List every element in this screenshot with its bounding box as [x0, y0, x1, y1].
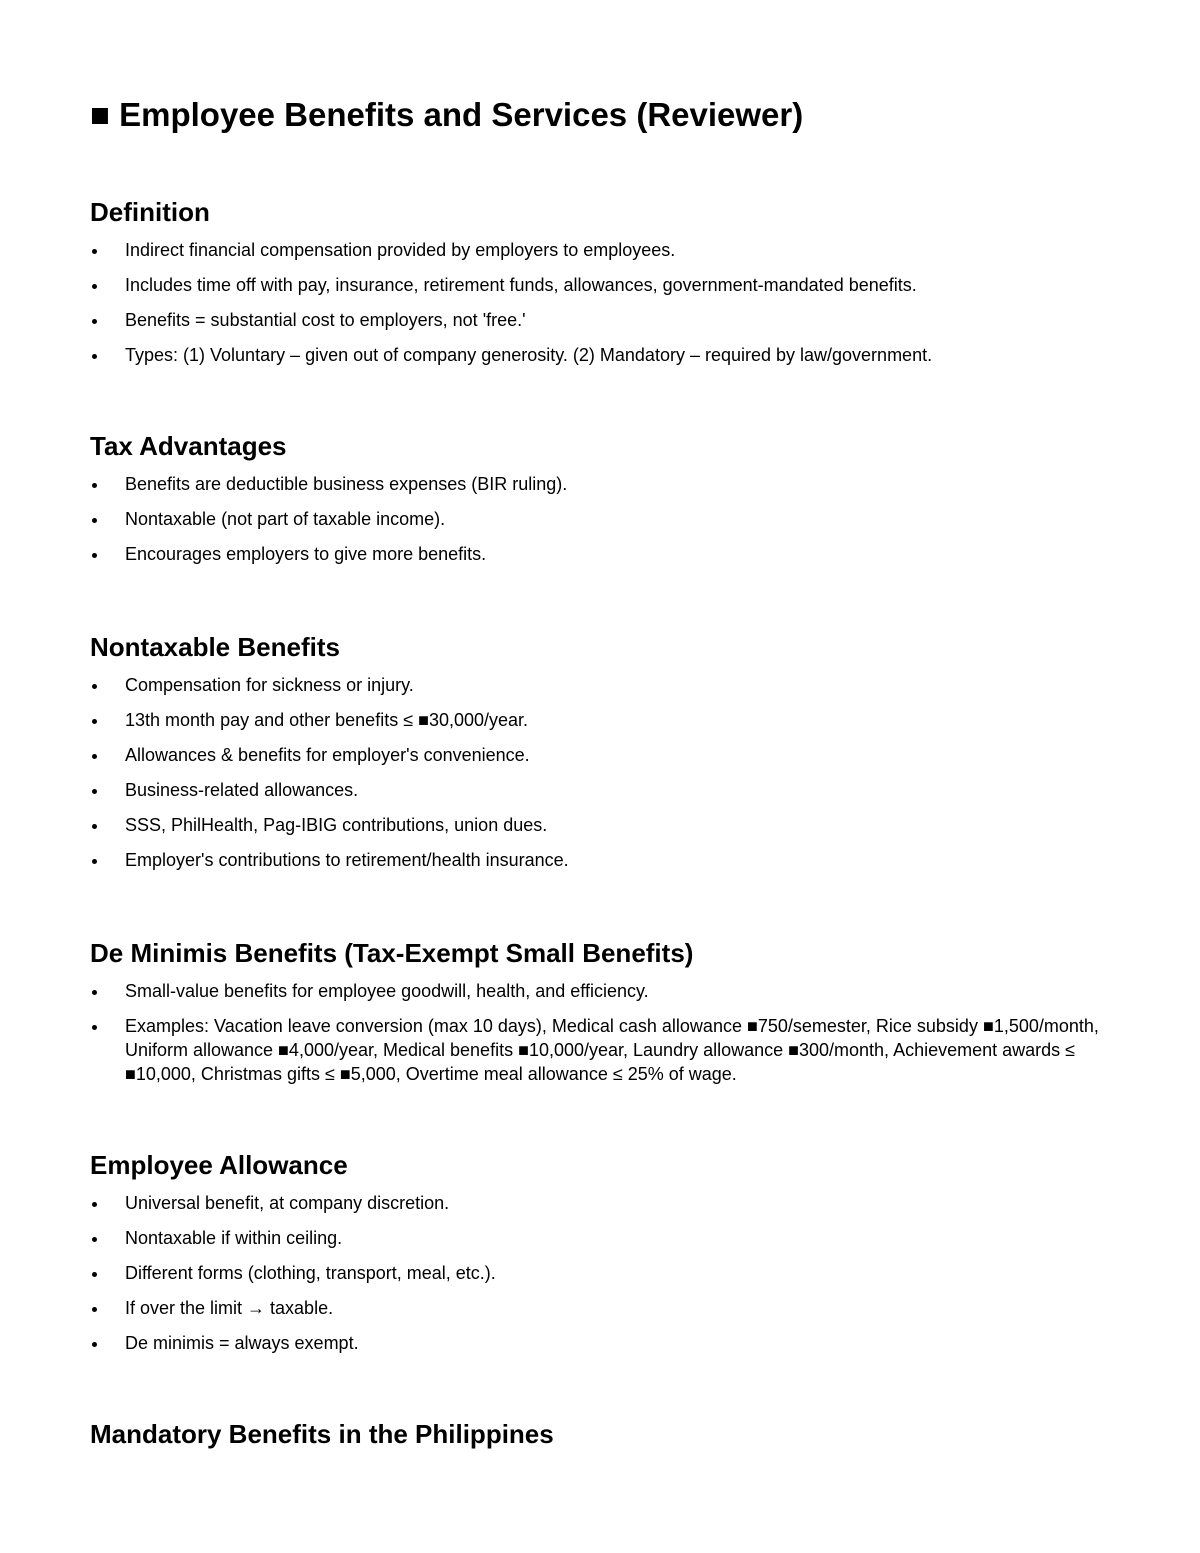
document-title-text: Employee Benefits and Services (Reviewer): [119, 96, 804, 133]
list-item: Encourages employers to give more benefits.: [90, 542, 1120, 566]
list-item: Employer's contributions to retirement/health insurance.: [90, 848, 1120, 872]
list-item: Nontaxable if within ceiling.: [90, 1226, 1120, 1250]
list-item: Compensation for sickness or injury.: [90, 673, 1120, 697]
section-tax-advantages: [90, 430, 1120, 577]
list-item: Types: (1) Voluntary – given out of company generosity. (2) Mandatory – required by law/government.: [90, 343, 1120, 367]
section-definition: [90, 196, 1120, 378]
section-heading: Nontaxable Benefits: [90, 632, 340, 662]
list-item: SSS, PhilHealth, Pag-IBIG contributions, union dues.: [90, 813, 1120, 837]
list-item: Business-related allowances.: [90, 778, 1120, 802]
list-item: De minimis = always exempt.: [90, 1331, 1120, 1355]
list-item: 13th month pay and other benefits ≤ ■30,000/year.: [90, 708, 1120, 732]
section-de-minimis-benefits: [90, 937, 1120, 1097]
list-item: Nontaxable (not part of taxable income).: [90, 507, 1120, 531]
section-heading: Definition: [90, 197, 210, 227]
bullet-list: [90, 238, 1120, 367]
list-item: Indirect financial compensation provided by employers to employees.: [90, 238, 1120, 262]
section-heading: De Minimis Benefits (Tax-Exempt Small Benefits): [90, 938, 694, 968]
list-item: Allowances & benefits for employer's convenience.: [90, 743, 1120, 767]
section-heading: Tax Advantages: [90, 431, 287, 461]
document-title: [90, 95, 803, 135]
bullet-list: [90, 1191, 1120, 1355]
list-item: Different forms (clothing, transport, meal, etc.).: [90, 1261, 1120, 1285]
section-mandatory-benefits: [90, 1418, 1120, 1450]
list-item: Universal benefit, at company discretion.: [90, 1191, 1120, 1215]
section-heading: Mandatory Benefits in the Philippines: [90, 1419, 554, 1449]
bullet-list: [90, 673, 1120, 872]
list-item: Includes time off with pay, insurance, retirement funds, allowances, government-mandated benefits.: [90, 273, 1120, 297]
square-bullet-icon: ■: [90, 96, 110, 133]
list-item: Benefits = substantial cost to employers, not 'free.': [90, 308, 1120, 332]
list-item: If over the limit → taxable.: [90, 1296, 1120, 1320]
section-heading: Employee Allowance: [90, 1150, 348, 1180]
section-nontaxable-benefits: [90, 631, 1120, 883]
bullet-list: [90, 472, 1120, 566]
list-item: Small-value benefits for employee goodwill, health, and efficiency.: [90, 979, 1120, 1003]
list-item: Examples: Vacation leave conversion (max 10 days), Medical cash allowance ■750/semester, Rice subsidy ■1,500/month, Uniform allowance ■4,000/year, Medical benefits ■10,000/year, Laundry allowance ■300/month, Achievement awards ≤ ■10,000, Christmas gifts ≤ ■5,000, Overtime meal allowance ≤ 25% of wage.: [90, 1014, 1120, 1086]
list-item: Benefits are deductible business expenses (BIR ruling).: [90, 472, 1120, 496]
bullet-list: [90, 979, 1120, 1086]
section-employee-allowance: [90, 1149, 1120, 1366]
